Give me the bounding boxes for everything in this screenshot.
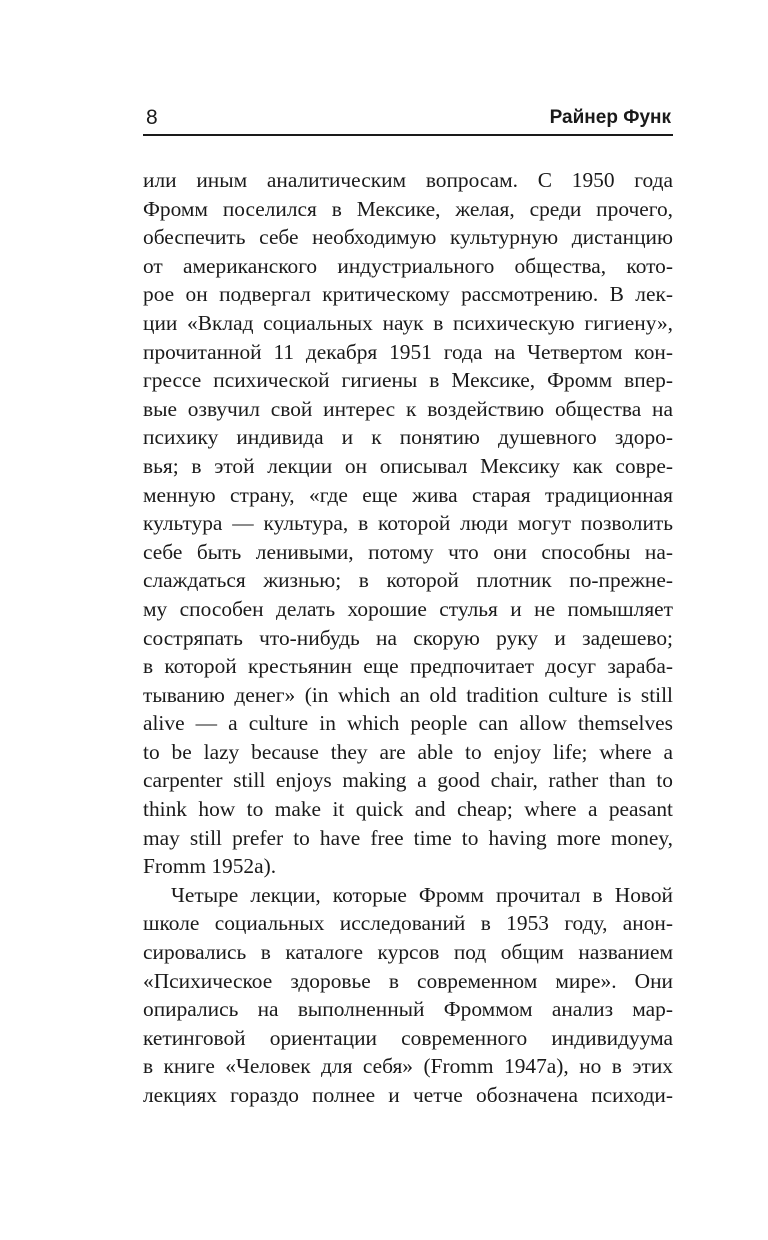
text-line: психику индивида и к понятию душевного здоро- bbox=[143, 425, 673, 450]
text-line: опирались на выполненный Фроммом анализ мар- bbox=[143, 997, 673, 1022]
text-line: may still prefer to have free time to having more money, bbox=[143, 825, 673, 850]
body-text bbox=[143, 166, 673, 1110]
text-line: школе социальных исследований в 1953 году, анон- bbox=[143, 911, 673, 936]
text-line: прочитанной 11 декабря 1951 года на Четвертом кон- bbox=[143, 339, 673, 364]
text-line: грессе психической гигиены в Мексике, Фромм впер- bbox=[143, 368, 673, 393]
text-line: или иным аналитическим вопросам. С 1950 года bbox=[143, 168, 673, 192]
text-line: в книге «Человек для себя» (Fromm 1947a), но в этих bbox=[143, 1054, 673, 1079]
text-line: слаждаться жизнью; в которой плотник по-прежне- bbox=[143, 568, 673, 593]
page-number: 8 bbox=[146, 106, 158, 129]
text-line: Четыре лекции, которые Фромм прочитал в Новой bbox=[171, 882, 673, 907]
text-line: в которой крестьянин еще предпочитает досуг зараба- bbox=[143, 654, 673, 679]
page-header bbox=[143, 104, 673, 136]
text-line: культура — культура, в которой люди могут позволить bbox=[143, 511, 673, 536]
text-line: от американского индустриального общества, кото- bbox=[143, 253, 673, 278]
text-line: вые озвучил свой интерес к воздействию общества на bbox=[143, 396, 673, 421]
text-line: Fromm 1952a). bbox=[143, 854, 277, 879]
text-line: carpenter still enjoys making a good chair, rather than to bbox=[143, 768, 673, 793]
text-line: рое он подвергал критическому рассмотрению. В лек- bbox=[143, 282, 673, 307]
text-line: вья; в этой лекции он описывал Мексику как совре- bbox=[143, 453, 673, 478]
text-line: менную страну, «где еще жива старая традиционная bbox=[143, 482, 673, 507]
text-line: сировались в каталоге курсов под общим названием bbox=[143, 940, 673, 965]
text-line: Фромм поселился в Мексике, желая, среди прочего, bbox=[143, 196, 673, 221]
text-line: to be lazy because they are able to enjoy life; where a bbox=[143, 739, 673, 764]
text-line: «Психическое здоровье в современном мире». Они bbox=[143, 968, 673, 993]
text-line: think how to make it quick and cheap; where a peasant bbox=[143, 797, 673, 822]
text-line: alive — a culture in which people can allow themselves bbox=[143, 711, 673, 736]
paragraph-2 bbox=[143, 881, 673, 1110]
running-head-author: Райнер Функ bbox=[549, 107, 671, 128]
text-line: обеспечить себе необходимую культурную дистанцию bbox=[143, 225, 673, 250]
text-line: состряпать что-нибудь на скорую руку и задешево; bbox=[143, 625, 673, 650]
text-line: му способен делать хорошие стулья и не помышляет bbox=[143, 596, 673, 621]
text-line: ции «Вклад социальных наук в психическую гигиену», bbox=[143, 310, 673, 335]
paragraph-1 bbox=[143, 166, 673, 881]
text-line: себе быть ленивыми, потому что они способны на- bbox=[143, 539, 673, 564]
text-line: лекциях гораздо полнее и четче обозначена психоди- bbox=[143, 1083, 673, 1107]
text-line: тыванию денег» (in which an old tradition culture is still bbox=[143, 682, 673, 707]
text-line: кетинговой ориентации современного индивидуума bbox=[143, 1025, 673, 1050]
